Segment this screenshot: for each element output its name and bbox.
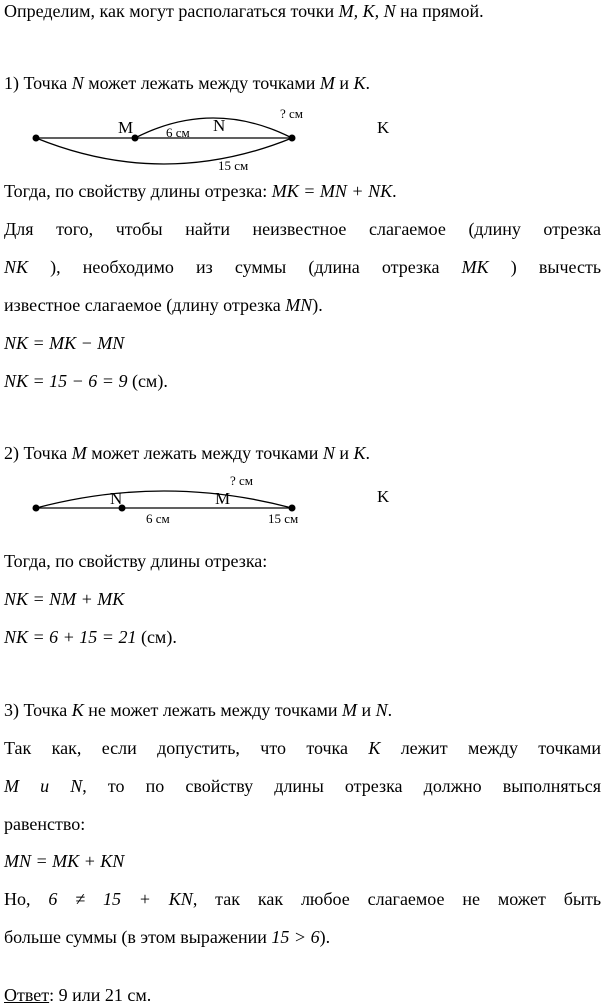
case3-line2 [4, 775, 601, 797]
case1-point-m-dot [33, 135, 40, 142]
comparison: 15 > 6 [271, 927, 320, 947]
word: длины [274, 776, 324, 796]
case2-calc-expr: NK = 6 + 15 = 21 [4, 627, 137, 647]
word: выполняться [502, 776, 602, 796]
word: (длина [308, 257, 360, 277]
word: известное слагаемое (длину отрезка [4, 295, 286, 315]
case2-label-m: M [215, 489, 231, 508]
case2-property-text: Тогда, по свойству длины отрезка: [4, 551, 268, 571]
word: (длину [468, 219, 521, 239]
word: суммы [234, 257, 287, 277]
case1-explain-line2 [4, 256, 601, 278]
case2-heading-mid: может лежать между точками [86, 443, 323, 463]
case1-label-nk: ? см [280, 106, 304, 121]
answer-label: Ответ [4, 985, 50, 1005]
word: может [497, 889, 546, 909]
word: чтобы [115, 219, 163, 239]
case3-heading-a: M [342, 700, 358, 720]
word: Для [4, 219, 34, 239]
case3-heading-end: . [387, 700, 393, 720]
case1-formula [4, 332, 124, 354]
case1-label-n: N [213, 116, 226, 135]
case2-formula [4, 588, 124, 610]
case1-point-k-dot [289, 135, 296, 142]
case2-heading-end: . [365, 443, 371, 463]
case2-heading-pre: 2) Точка [4, 443, 72, 463]
word: то [107, 776, 125, 796]
point-k: K [368, 738, 381, 758]
word: точками [538, 738, 601, 758]
case2-calc [4, 626, 177, 648]
word: из [195, 257, 213, 277]
case2-heading-and: и [334, 443, 354, 463]
case2-heading [4, 442, 370, 464]
case1-heading-a: M [319, 73, 335, 93]
case1-diagram [0, 100, 603, 180]
case3-heading [4, 699, 392, 721]
case2-property [4, 550, 267, 572]
case3-heading-mid: не может лежать между точками [83, 700, 343, 720]
word: отрезка [344, 776, 403, 796]
case3-heading-and: и [357, 700, 376, 720]
word: между [467, 738, 518, 758]
case1-heading-b: K [353, 73, 366, 93]
word: неизвестное [252, 219, 347, 239]
case1-property-dot: . [392, 181, 397, 201]
case1-heading-pre: 1) Точка [4, 73, 72, 93]
segment-nk: NK [4, 257, 29, 277]
word: слагаемое [368, 219, 446, 239]
word: свойству [185, 776, 254, 796]
case2-label-mk: 15 см [268, 511, 299, 526]
case2-diagram [0, 468, 603, 538]
case2-formula-text: NK = NM + MK [4, 589, 125, 609]
case1-arc-mk [36, 138, 292, 164]
word: Но, [4, 889, 31, 909]
case3-heading-b: N [375, 700, 388, 720]
case3-heading-pre: 3) Точка [4, 700, 72, 720]
case1-property-eq: MK = MN + NK [271, 181, 393, 201]
word: по [145, 776, 165, 796]
inequality: 6 ≠ 15 + KN [48, 889, 193, 909]
word: ) [510, 257, 517, 277]
word: так [215, 889, 240, 909]
word: должно [423, 776, 482, 796]
case1-label-m: M [118, 118, 134, 137]
case2-heading-a: N [322, 443, 335, 463]
case2-label-n: N [110, 489, 123, 508]
word: необходимо [82, 257, 174, 277]
case3-line4 [4, 888, 601, 910]
case2-heading-b: K [353, 443, 366, 463]
case2-label-nm: 6 см [146, 511, 170, 526]
case2-label-k: K [377, 487, 390, 506]
word: если [101, 738, 137, 758]
case1-explain-line3 [4, 294, 323, 316]
case2-calc-unit: (см). [136, 627, 177, 647]
word: как, [51, 738, 82, 758]
word: найти [185, 219, 230, 239]
word: не [462, 889, 480, 909]
word: вычесть [538, 257, 602, 277]
word: того, [56, 219, 94, 239]
case1-property [4, 180, 397, 202]
word: что [260, 738, 286, 758]
intro-line [4, 0, 484, 22]
case3-heading-point: K [71, 700, 84, 720]
case3-line5 [4, 926, 330, 948]
case2-arc-nk [36, 491, 292, 508]
case2-heading-point: M [71, 443, 87, 463]
case1-formula-text: NK = MK − MN [4, 333, 125, 353]
case3-formula [4, 850, 124, 872]
case3-line3 [4, 813, 85, 835]
case1-calc-expr: NK = 15 − 6 = 9 [4, 371, 128, 391]
case1-heading-point: N [71, 73, 84, 93]
case1-calc [4, 370, 168, 392]
word: как [257, 889, 284, 909]
case1-label-mn: 6 см [166, 125, 190, 140]
segment-mk: MK [461, 257, 489, 277]
case3-line1 [4, 737, 601, 759]
points-mn: M и N [4, 776, 83, 796]
word: , [82, 776, 87, 796]
word: любое [300, 889, 350, 909]
word: , [192, 889, 198, 909]
word: больше суммы (в этом выражении [4, 927, 272, 947]
word: ). [312, 295, 323, 315]
word: допустить, [157, 738, 240, 758]
case1-heading [4, 72, 370, 94]
case1-heading-mid: может лежать между точками [83, 73, 320, 93]
case1-property-text: Тогда, по свойству длины отрезка: [4, 181, 272, 201]
word: лежит [400, 738, 448, 758]
word: ). [319, 927, 331, 947]
case1-heading-end: . [365, 73, 371, 93]
case3-formula-text: MN = MK + KN [4, 851, 125, 871]
case1-heading-and: и [334, 73, 354, 93]
answer-text: : 9 или 21 см. [49, 985, 152, 1005]
case2-point-left-dot [33, 505, 40, 512]
word: отрезка [381, 257, 440, 277]
case1-explain-line1 [4, 218, 601, 240]
word: ), [50, 257, 61, 277]
intro-points: M, K, N [338, 1, 396, 21]
case1-calc-unit: (см). [127, 371, 168, 391]
word: Так [4, 738, 32, 758]
intro-text-end: на прямой. [395, 1, 484, 21]
case2-label-nk: ? см [230, 473, 254, 488]
word: точка [306, 738, 348, 758]
segment-mn: MN [285, 295, 313, 315]
answer-line [4, 984, 151, 1006]
word: равенство: [4, 814, 86, 834]
case1-label-mk: 15 см [218, 158, 249, 173]
word: слагаемое [367, 889, 445, 909]
word: быть [563, 889, 602, 909]
word: отрезка [543, 219, 602, 239]
intro-text: Определим, как могут располагаться точки [4, 1, 339, 21]
case1-label-k: K [377, 118, 390, 137]
